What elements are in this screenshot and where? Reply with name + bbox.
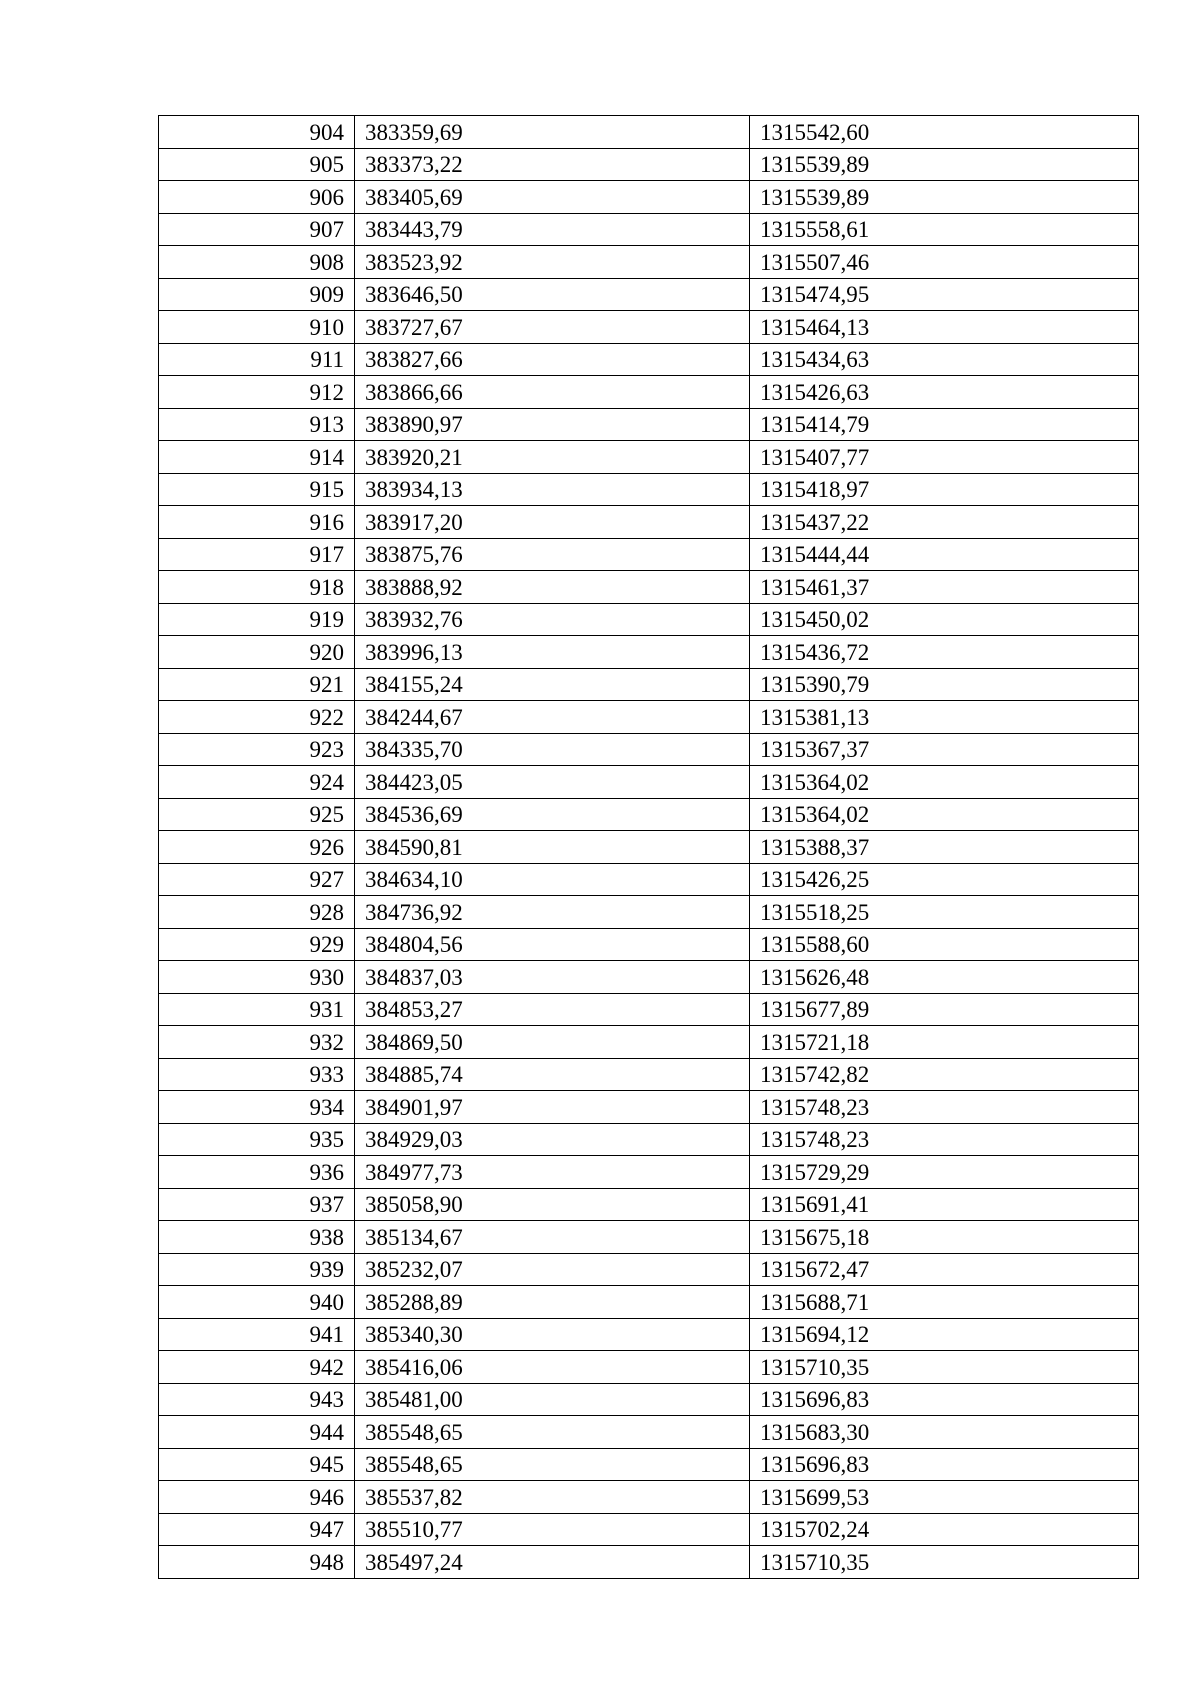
table-row bbox=[159, 1383, 1139, 1416]
y-coordinate-cell: 1315507,46 bbox=[750, 246, 1139, 279]
table-row bbox=[159, 896, 1139, 929]
x-coordinate-cell: 385232,07 bbox=[355, 1253, 750, 1286]
point-number-cell: 912 bbox=[159, 376, 355, 409]
y-coordinate-cell: 1315407,77 bbox=[750, 441, 1139, 474]
point-number-cell: 941 bbox=[159, 1318, 355, 1351]
point-number-cell: 916 bbox=[159, 506, 355, 539]
table-row bbox=[159, 1156, 1139, 1189]
table-row bbox=[159, 1026, 1139, 1059]
x-coordinate-cell: 384244,67 bbox=[355, 701, 750, 734]
point-number-cell: 928 bbox=[159, 896, 355, 929]
y-coordinate-cell: 1315696,83 bbox=[750, 1383, 1139, 1416]
y-coordinate-cell: 1315388,37 bbox=[750, 831, 1139, 864]
table-row bbox=[159, 213, 1139, 246]
y-coordinate-cell: 1315364,02 bbox=[750, 766, 1139, 799]
point-number-cell: 908 bbox=[159, 246, 355, 279]
point-number-cell: 943 bbox=[159, 1383, 355, 1416]
x-coordinate-cell: 383373,22 bbox=[355, 148, 750, 181]
point-number-cell: 904 bbox=[159, 116, 355, 149]
table-row bbox=[159, 1058, 1139, 1091]
x-coordinate-cell: 385288,89 bbox=[355, 1286, 750, 1319]
table-row bbox=[159, 1416, 1139, 1449]
table-row bbox=[159, 116, 1139, 149]
y-coordinate-cell: 1315675,18 bbox=[750, 1221, 1139, 1254]
x-coordinate-cell: 384590,81 bbox=[355, 831, 750, 864]
y-coordinate-cell: 1315688,71 bbox=[750, 1286, 1139, 1319]
table-row bbox=[159, 1286, 1139, 1319]
table-row bbox=[159, 1546, 1139, 1579]
point-number-cell: 924 bbox=[159, 766, 355, 799]
point-number-cell: 931 bbox=[159, 993, 355, 1026]
point-number-cell: 932 bbox=[159, 1026, 355, 1059]
table-row bbox=[159, 1351, 1139, 1384]
table-row bbox=[159, 1481, 1139, 1514]
y-coordinate-cell: 1315464,13 bbox=[750, 311, 1139, 344]
table-row bbox=[159, 1188, 1139, 1221]
point-number-cell: 915 bbox=[159, 473, 355, 506]
point-number-cell: 935 bbox=[159, 1123, 355, 1156]
table-row bbox=[159, 701, 1139, 734]
y-coordinate-cell: 1315710,35 bbox=[750, 1351, 1139, 1384]
y-coordinate-cell: 1315748,23 bbox=[750, 1123, 1139, 1156]
point-number-cell: 907 bbox=[159, 213, 355, 246]
y-coordinate-cell: 1315721,18 bbox=[750, 1026, 1139, 1059]
point-number-cell: 917 bbox=[159, 538, 355, 571]
point-number-cell: 909 bbox=[159, 278, 355, 311]
table-row bbox=[159, 441, 1139, 474]
y-coordinate-cell: 1315748,23 bbox=[750, 1091, 1139, 1124]
table-row bbox=[159, 928, 1139, 961]
y-coordinate-cell: 1315558,61 bbox=[750, 213, 1139, 246]
x-coordinate-cell: 385481,00 bbox=[355, 1383, 750, 1416]
table-row bbox=[159, 798, 1139, 831]
x-coordinate-cell: 383359,69 bbox=[355, 116, 750, 149]
point-number-cell: 934 bbox=[159, 1091, 355, 1124]
point-number-cell: 938 bbox=[159, 1221, 355, 1254]
y-coordinate-cell: 1315364,02 bbox=[750, 798, 1139, 831]
point-number-cell: 936 bbox=[159, 1156, 355, 1189]
point-number-cell: 937 bbox=[159, 1188, 355, 1221]
y-coordinate-cell: 1315414,79 bbox=[750, 408, 1139, 441]
x-coordinate-cell: 384929,03 bbox=[355, 1123, 750, 1156]
x-coordinate-cell: 383890,97 bbox=[355, 408, 750, 441]
y-coordinate-cell: 1315588,60 bbox=[750, 928, 1139, 961]
table-row bbox=[159, 993, 1139, 1026]
x-coordinate-cell: 383405,69 bbox=[355, 181, 750, 214]
x-coordinate-cell: 385134,67 bbox=[355, 1221, 750, 1254]
table-row bbox=[159, 733, 1139, 766]
table-row bbox=[159, 766, 1139, 799]
y-coordinate-cell: 1315626,48 bbox=[750, 961, 1139, 994]
table-row bbox=[159, 1253, 1139, 1286]
x-coordinate-cell: 383827,66 bbox=[355, 343, 750, 376]
point-number-cell: 921 bbox=[159, 668, 355, 701]
x-coordinate-cell: 384853,27 bbox=[355, 993, 750, 1026]
y-coordinate-cell: 1315418,97 bbox=[750, 473, 1139, 506]
point-number-cell: 942 bbox=[159, 1351, 355, 1384]
point-number-cell: 923 bbox=[159, 733, 355, 766]
y-coordinate-cell: 1315390,79 bbox=[750, 668, 1139, 701]
point-number-cell: 922 bbox=[159, 701, 355, 734]
x-coordinate-cell: 383917,20 bbox=[355, 506, 750, 539]
table-row bbox=[159, 1513, 1139, 1546]
x-coordinate-cell: 383920,21 bbox=[355, 441, 750, 474]
table-row bbox=[159, 571, 1139, 604]
x-coordinate-cell: 384804,56 bbox=[355, 928, 750, 961]
y-coordinate-cell: 1315542,60 bbox=[750, 116, 1139, 149]
y-coordinate-cell: 1315367,37 bbox=[750, 733, 1139, 766]
x-coordinate-cell: 383875,76 bbox=[355, 538, 750, 571]
table-row bbox=[159, 343, 1139, 376]
point-number-cell: 914 bbox=[159, 441, 355, 474]
y-coordinate-cell: 1315518,25 bbox=[750, 896, 1139, 929]
y-coordinate-cell: 1315436,72 bbox=[750, 636, 1139, 669]
x-coordinate-cell: 384536,69 bbox=[355, 798, 750, 831]
x-coordinate-cell: 385340,30 bbox=[355, 1318, 750, 1351]
y-coordinate-cell: 1315426,25 bbox=[750, 863, 1139, 896]
x-coordinate-cell: 385510,77 bbox=[355, 1513, 750, 1546]
y-coordinate-cell: 1315696,83 bbox=[750, 1448, 1139, 1481]
point-number-cell: 944 bbox=[159, 1416, 355, 1449]
x-coordinate-cell: 385416,06 bbox=[355, 1351, 750, 1384]
table-row bbox=[159, 538, 1139, 571]
point-number-cell: 906 bbox=[159, 181, 355, 214]
y-coordinate-cell: 1315677,89 bbox=[750, 993, 1139, 1026]
x-coordinate-cell: 384837,03 bbox=[355, 961, 750, 994]
point-number-cell: 930 bbox=[159, 961, 355, 994]
table-row bbox=[159, 831, 1139, 864]
y-coordinate-cell: 1315450,02 bbox=[750, 603, 1139, 636]
point-number-cell: 913 bbox=[159, 408, 355, 441]
y-coordinate-cell: 1315710,35 bbox=[750, 1546, 1139, 1579]
table-row bbox=[159, 668, 1139, 701]
point-number-cell: 946 bbox=[159, 1481, 355, 1514]
table-row bbox=[159, 376, 1139, 409]
table-row bbox=[159, 1318, 1139, 1351]
point-number-cell: 918 bbox=[159, 571, 355, 604]
y-coordinate-cell: 1315426,63 bbox=[750, 376, 1139, 409]
x-coordinate-cell: 384155,24 bbox=[355, 668, 750, 701]
x-coordinate-cell: 385548,65 bbox=[355, 1416, 750, 1449]
table-row bbox=[159, 961, 1139, 994]
x-coordinate-cell: 383934,13 bbox=[355, 473, 750, 506]
x-coordinate-cell: 384634,10 bbox=[355, 863, 750, 896]
table-row bbox=[159, 408, 1139, 441]
y-coordinate-cell: 1315694,12 bbox=[750, 1318, 1139, 1351]
point-number-cell: 910 bbox=[159, 311, 355, 344]
y-coordinate-cell: 1315461,37 bbox=[750, 571, 1139, 604]
x-coordinate-cell: 383443,79 bbox=[355, 213, 750, 246]
table-row bbox=[159, 278, 1139, 311]
table-row bbox=[159, 863, 1139, 896]
x-coordinate-cell: 383932,76 bbox=[355, 603, 750, 636]
point-number-cell: 925 bbox=[159, 798, 355, 831]
point-number-cell: 945 bbox=[159, 1448, 355, 1481]
coordinates-table bbox=[158, 115, 1139, 1579]
x-coordinate-cell: 383727,67 bbox=[355, 311, 750, 344]
point-number-cell: 926 bbox=[159, 831, 355, 864]
x-coordinate-cell: 383866,66 bbox=[355, 376, 750, 409]
x-coordinate-cell: 385497,24 bbox=[355, 1546, 750, 1579]
x-coordinate-cell: 385537,82 bbox=[355, 1481, 750, 1514]
y-coordinate-cell: 1315539,89 bbox=[750, 148, 1139, 181]
table-row bbox=[159, 311, 1139, 344]
point-number-cell: 905 bbox=[159, 148, 355, 181]
y-coordinate-cell: 1315444,44 bbox=[750, 538, 1139, 571]
point-number-cell: 927 bbox=[159, 863, 355, 896]
point-number-cell: 948 bbox=[159, 1546, 355, 1579]
y-coordinate-cell: 1315683,30 bbox=[750, 1416, 1139, 1449]
x-coordinate-cell: 383646,50 bbox=[355, 278, 750, 311]
y-coordinate-cell: 1315672,47 bbox=[750, 1253, 1139, 1286]
table-row bbox=[159, 148, 1139, 181]
point-number-cell: 939 bbox=[159, 1253, 355, 1286]
x-coordinate-cell: 385058,90 bbox=[355, 1188, 750, 1221]
y-coordinate-cell: 1315691,41 bbox=[750, 1188, 1139, 1221]
point-number-cell: 929 bbox=[159, 928, 355, 961]
table-row bbox=[159, 473, 1139, 506]
table-row bbox=[159, 1448, 1139, 1481]
point-number-cell: 947 bbox=[159, 1513, 355, 1546]
x-coordinate-cell: 383996,13 bbox=[355, 636, 750, 669]
y-coordinate-cell: 1315437,22 bbox=[750, 506, 1139, 539]
y-coordinate-cell: 1315434,63 bbox=[750, 343, 1139, 376]
table-row bbox=[159, 636, 1139, 669]
y-coordinate-cell: 1315699,53 bbox=[750, 1481, 1139, 1514]
table-row bbox=[159, 603, 1139, 636]
y-coordinate-cell: 1315381,13 bbox=[750, 701, 1139, 734]
table-row bbox=[159, 1221, 1139, 1254]
x-coordinate-cell: 384423,05 bbox=[355, 766, 750, 799]
table-row bbox=[159, 181, 1139, 214]
y-coordinate-cell: 1315539,89 bbox=[750, 181, 1139, 214]
x-coordinate-cell: 384977,73 bbox=[355, 1156, 750, 1189]
x-coordinate-cell: 383523,92 bbox=[355, 246, 750, 279]
x-coordinate-cell: 384736,92 bbox=[355, 896, 750, 929]
point-number-cell: 920 bbox=[159, 636, 355, 669]
y-coordinate-cell: 1315729,29 bbox=[750, 1156, 1139, 1189]
table-row bbox=[159, 506, 1139, 539]
x-coordinate-cell: 383888,92 bbox=[355, 571, 750, 604]
point-number-cell: 919 bbox=[159, 603, 355, 636]
table-row bbox=[159, 1091, 1139, 1124]
y-coordinate-cell: 1315742,82 bbox=[750, 1058, 1139, 1091]
y-coordinate-cell: 1315474,95 bbox=[750, 278, 1139, 311]
x-coordinate-cell: 384885,74 bbox=[355, 1058, 750, 1091]
table-row bbox=[159, 246, 1139, 279]
point-number-cell: 933 bbox=[159, 1058, 355, 1091]
x-coordinate-cell: 384869,50 bbox=[355, 1026, 750, 1059]
x-coordinate-cell: 385548,65 bbox=[355, 1448, 750, 1481]
x-coordinate-cell: 384335,70 bbox=[355, 733, 750, 766]
x-coordinate-cell: 384901,97 bbox=[355, 1091, 750, 1124]
table-row bbox=[159, 1123, 1139, 1156]
point-number-cell: 911 bbox=[159, 343, 355, 376]
y-coordinate-cell: 1315702,24 bbox=[750, 1513, 1139, 1546]
point-number-cell: 940 bbox=[159, 1286, 355, 1319]
coordinates-table-body bbox=[159, 116, 1139, 1579]
